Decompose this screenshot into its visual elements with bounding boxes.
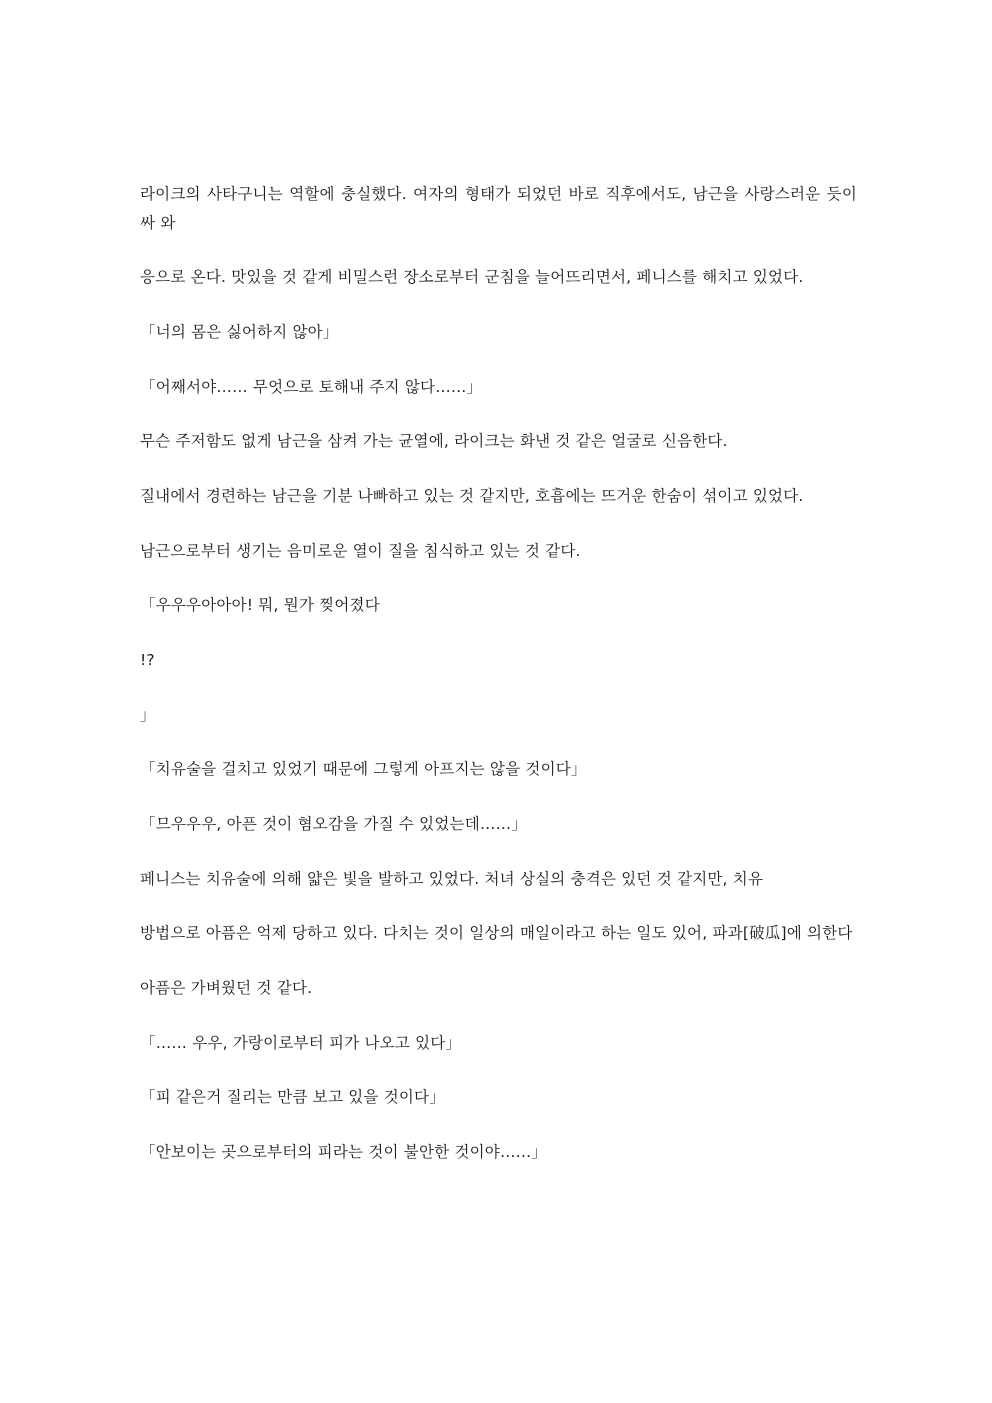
paragraph: 남근으로부터 생기는 음미로운 열이 질을 침식하고 있는 것 같다. [140, 541, 581, 560]
paragraph: 질내에서 경련하는 남근을 기분 나빠하고 있는 것 같지만, 호흡에는 뜨거운 한숨이 섞이고 있었다. [140, 487, 804, 506]
document-body [140, 180, 857, 1167]
paragraph: !? [140, 651, 155, 670]
paragraph: 아픔은 가벼웠던 것 같다. [140, 979, 313, 998]
paragraph: 「너의 몸은 싫어하지 않아」 [140, 323, 339, 342]
paragraph: 「치유술을 걸치고 있었기 때문에 그렇게 아프지는 않을 것이다」 [140, 760, 587, 779]
paragraph: 「므우우우, 아픈 것이 혐오감을 가질 수 있었는데……」 [140, 815, 527, 834]
paragraph: 방법으로 아픔은 억제 당하고 있다. 다치는 것이 일상의 매일이라고 하는 일도 있어, 파과[破瓜]에 의한다 [140, 924, 853, 943]
paragraph: 「우우우아아아! 뭐, 뭔가 찢어졌다 [140, 596, 380, 615]
paragraph: 응으로 온다. 맛있을 것 같게 비밀스런 장소로부터 군침을 늘어뜨리면서, 페니스를 해치고 있었다. [140, 268, 804, 287]
paragraph: 페니스는 치유술에 의해 얇은 빛을 발하고 있었다. 처녀 상실의 충격은 있던 것 같지만, 치유 [140, 869, 764, 888]
paragraph: 「…… 우우, 가랑이로부터 피가 나오고 있다」 [140, 1033, 462, 1052]
paragraph: 「안보이는 곳으로부터의 피라는 것이 불안한 것이야……」 [140, 1143, 548, 1162]
paragraph: 」 [140, 705, 156, 724]
paragraph: 「어째서야…… 무엇으로 토해내 주지 않다……」 [140, 377, 483, 396]
paragraph: 무슨 주저함도 없게 남근을 삼켜 가는 균열에, 라이크는 화낸 것 같은 얼굴로 신음한다. [140, 432, 728, 451]
paragraph: 라이크의 사타구니는 역할에 충실했다. 여자의 형태가 되었던 바로 직후에서도, 남근을 사랑스러운 듯이 싸 와 [140, 185, 857, 232]
paragraph: 「피 같은거 질리는 만큼 보고 있을 것이다」 [140, 1088, 445, 1107]
